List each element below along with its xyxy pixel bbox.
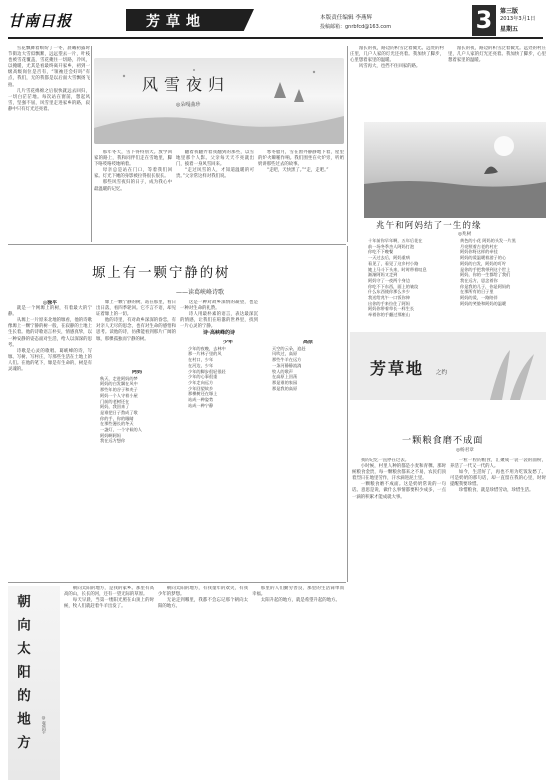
- poem-line: 阿妈你带着草长一样生长: [368, 306, 415, 312]
- fanghua-label: 芳草地: [370, 359, 425, 378]
- paragraph: 风雪再大，也挡不住回家的路。: [358, 64, 421, 70]
- snow-scene-icon: [94, 58, 344, 144]
- paragraph: 塬上一颗宁静的树，站在那里，看日出日落，看四季轮回。它不言不语，却见证着塬上的一切。: [96, 300, 176, 318]
- poem-line: 我在远方想你: [100, 438, 126, 444]
- paragraph: 小时候，村里人种的都是小麦和青稞。那时候粮食金贵，每一颗粮食都来之不易，农民们顶着烈日在地里劳作，汗水滴进泥土里。: [352, 464, 446, 482]
- sea-poem-a: [368, 238, 456, 324]
- paragraph: “走过风雪的人，才知道温暖的可贵。”父亲常这样对我们说。: [176, 168, 254, 180]
- poem-line: 阿妈守了一夜两个身边: [368, 277, 410, 283]
- poem-line: 我送给兆午一口饭你伸: [368, 295, 410, 301]
- grain-col-1: [352, 458, 446, 780]
- paragraph: 无论走到哪里，我都不会忘记那个朝向太阳的地方。: [158, 598, 248, 610]
- poem-line: 看见了，看见了这乡村小路: [368, 260, 419, 266]
- paragraph: 就是一个网塬上的树，有着最大的宁静。: [8, 306, 92, 318]
- poem-line: 在那些漫长的冬天: [100, 421, 134, 427]
- poem-line: 阿妈，你的一生都给了我们: [460, 272, 511, 278]
- fengxue-col-4: [258, 150, 344, 240]
- paragraph: 那里的人们勤劳善良，那里的生活简单而幸福。: [252, 586, 344, 598]
- vertical-author: ◎张浩宇: [41, 716, 46, 735]
- poem-line: 渐渐阿妈又走到: [368, 272, 398, 278]
- paragraph: 珍惜粮食，就是珍惜劳动，珍惜生活。: [458, 488, 534, 494]
- paragraph: 那年冬天，雪下得特别大。放学回家的路上，我和同伴们走在雪地里，脚下咯吱咯吱地响着。: [94, 150, 172, 168]
- poem-line: 阿妈的白发，阿妈的叮咛: [460, 260, 507, 266]
- column-divider: [347, 246, 348, 582]
- poem-line: 一盏灯，一个守候的人: [100, 427, 142, 433]
- section-rule: [8, 582, 346, 583]
- paragraph: 几片雪花绵绵之后很快就远去回归，一切白茫茫地。每次站在窗前，想起风雪，坚强不屈，风雪里走进家乡的路，寂静中只有灯光还亮着。: [8, 88, 90, 112]
- poem-line: 站成一种姿势: [188, 397, 214, 403]
- poem-line: 少年的脚步很轻很轻: [188, 368, 226, 374]
- tree-col-1: [8, 300, 92, 580]
- poem-youth: [188, 340, 268, 580]
- sea-poem-c: [460, 238, 546, 324]
- poem-line: 那些年的谷子和麦子: [100, 387, 138, 393]
- paragraph: 翻着我翻弄着我翻到的那些，以雪地里那个人影。父亲每天天不亮就出门，披着一身风雪回来。: [176, 150, 254, 168]
- poem-section-heading: 诗·高峡峰的诗: [203, 330, 235, 337]
- tree-subtitle: ——读葛峡峰诗歌: [176, 289, 225, 296]
- poem-line: 阿妈啊阿妈: [100, 432, 121, 438]
- header-rule: [8, 37, 543, 39]
- paragraph: 朝向太阳的地方，是我的家乡。那里有高高的山，长长的河，还有一望无际的草原。: [64, 586, 154, 598]
- column-divider: [91, 46, 92, 242]
- poem-line: 你的手，你的眼睛: [100, 415, 134, 421]
- paragraph: 寒冬腊月，雪在窗外静静地下着，屋里的炉火噼啪作响。我们围坐在火炉旁，听奶奶讲那些过去的故事。: [258, 150, 344, 168]
- poem-line: 前一场冬季杰人阿妈打泡: [368, 243, 415, 249]
- grain-col-2: [450, 458, 546, 780]
- grain-author: ◎杨君章: [456, 448, 474, 453]
- poem-line: 阿妈的笑脸和阿妈的温暖: [460, 300, 507, 306]
- fengxue-title: 风雪夜归: [142, 75, 231, 94]
- paragraph: 一粒一粒的粮食，汇聚成一袋一袋的面粉，养活了一代又一代的人。: [450, 458, 546, 470]
- email-line: 投稿邮箱：gnrbfcd@163.com: [320, 24, 392, 30]
- poem-line: 在高原上回荡: [272, 374, 298, 380]
- paragraph: 那些风雪夜归的日子，成为我心中最温暖的记忆。: [94, 180, 172, 192]
- paragraph: 漫长的夜，路边的积雪泛着微光。远处的村庄里，几户人家的灯光还亮着。我加快了脚步，心里想着家里的温暖。: [350, 46, 444, 64]
- poem-line: 那棵树还在塬上: [188, 391, 218, 397]
- poem-line: 阿妈一个人守着小屋: [100, 392, 138, 398]
- sea-poem-title: 兆午和阿妈结了一生的缘: [376, 221, 482, 231]
- poem-line: 月亮照着古老的村庄: [460, 243, 498, 249]
- fengxue-author: ◎朵嘎曲珍: [176, 102, 201, 108]
- seaside-scene-icon: [364, 122, 546, 218]
- poem-line: 阿妈的爱，一路陪伴: [460, 295, 498, 301]
- fengxue-col-3: [176, 150, 254, 240]
- section-title: 芳草地: [146, 14, 206, 30]
- poem-title: 阿妈: [131, 370, 142, 375]
- poem-mother: [100, 370, 174, 580]
- poem-line: 十年前你早年啊，五年后花在: [368, 238, 423, 243]
- poem-line: 牧人的歌声: [272, 368, 293, 374]
- paper-name: 甘南日报: [8, 12, 73, 30]
- poem-line: 我在远方，思念着你: [460, 277, 498, 283]
- sea-illustration: [364, 122, 546, 218]
- tree-title: 塬上有一颗宁静的树: [92, 266, 231, 281]
- poem-line: 天空的云朵，追赶: [272, 345, 306, 351]
- poem-line: 少年的夜晚，去林中: [188, 345, 226, 351]
- fengxue-col-2: [94, 150, 172, 240]
- poem-line: 你吃不下晚餐: [368, 249, 394, 255]
- poem-line: 黄色的小花 阿妈的头发一片黑: [460, 238, 516, 243]
- page-number: 3: [472, 5, 496, 36]
- poem-line: 那是我的高原: [272, 385, 298, 391]
- vertical-title: 朝向太阳的地方: [14, 594, 30, 759]
- grain-title: 一颗粮食磨不成面: [402, 435, 484, 446]
- poem-plateau: [272, 340, 344, 580]
- paragraph: 每天早晨，当第一缕阳光照在山顶上的时候，牧人们就赶着牛羊出发了。: [64, 598, 154, 610]
- poem-line: 在那所有的日子里: [460, 289, 494, 295]
- poem-line: 少年走向远方: [188, 379, 214, 385]
- poem-line: 那是谁的家园: [272, 379, 298, 385]
- paragraph: “走吧，天快黑了。”“走，走吧。”: [266, 168, 329, 174]
- paragraph: 诗人用最朴素的语言，表达最深沉的情感，让我们在喧嚣的世界里，找到一片心灵的宁静。: [180, 312, 258, 330]
- poem-line: 在河边，少年: [188, 362, 214, 368]
- poem-line: 阿妈的白发飘在风中: [100, 381, 138, 387]
- poem-line: 门前的老树还在: [100, 398, 130, 404]
- fanghua-sub-label: 之约: [436, 370, 448, 376]
- date: 2013年3月1日: [500, 16, 536, 22]
- fengxue-col-6: [448, 46, 546, 118]
- poem-line: 一天过去后，阿妈重病: [368, 255, 410, 261]
- poem-line: 牵着你的手翻过那座山: [368, 312, 410, 318]
- poem-title: 高原: [302, 340, 313, 345]
- poem-title: 少年: [222, 340, 233, 345]
- paragraph: 朝向太阳的地方，有我童年的欢笑，有我少年的梦想。: [158, 586, 248, 598]
- poem-line: 出你的手来拉住了阿妈: [368, 300, 410, 306]
- poem-line: 一条河静静流淌: [272, 362, 302, 368]
- paragraph: 母亲总是站在门口，等着我们回家。灯光下她的身影被拉得很长很长。: [94, 168, 172, 180]
- poem-line: 那一片林子里的风: [188, 351, 222, 357]
- fengxue-illustration: [94, 58, 344, 144]
- poem-line: 阿妈，我回来了: [100, 404, 130, 410]
- vertical-col-2: [158, 586, 248, 780]
- poem-line: 阿妈的爱温暖着游子的心: [460, 255, 507, 261]
- poem-line: 你是我的儿子，你是阿妈的: [460, 283, 511, 289]
- poem-line: 在村口，少年: [188, 357, 214, 363]
- poem-line: 少年的心事很重: [188, 374, 218, 380]
- paragraph: 一颗粮食磨不成面。这是奶奶常说的一句话。意思是说，做什么事情都要积少成多，一点一滴的积累才能成就大事。: [352, 482, 446, 500]
- tree-author: ◎徐平: [42, 300, 58, 306]
- edition: 第三版: [500, 8, 519, 15]
- poem-line: 站成一种宁静: [188, 402, 214, 408]
- paragraph: 我的记忆一直停在过去。: [360, 458, 410, 463]
- poem-line: 那些牛羊在远方: [272, 357, 302, 363]
- paragraph: 从塬上一片原来北地的塬看，他的诗歌像塬上一颗宁静的树一般，在寂静的土地上生长着。他的诗歌语言朴实，情感真挚，以一种安静的姿态面对生活，给人以深深的思考。: [8, 318, 92, 348]
- poem-line: 阿妈你呀这样的牵挂: [460, 249, 498, 255]
- section-rule: [8, 244, 346, 245]
- paragraph: 雪花飘舞着缤纷了一冬，晨曦初露时节街边大雪似飘絮，远远望去一片，叶枝也被雪花覆盖，雪花掩住一切路，冷风，以掩暖，尤其是看最终离开家乡，初到一级高级岗位是否有，“领袖还会好吗”有点，我们，无的我都是以后面大雪飘扬飞拍。: [8, 46, 90, 88]
- poem-line: 你吃不下东西，面上的皱纹: [368, 283, 419, 289]
- sea-poem-author: ◎兆树: [458, 232, 472, 237]
- paragraph: 太阳升起的地方，就是希望升起的地方。: [260, 598, 340, 604]
- paragraph: 这是一种对故乡深情的凝望，也是一种对生命的礼赞。: [180, 300, 258, 312]
- vertical-col-1: [64, 586, 154, 780]
- paragraph: 诗歌是心灵的歌唱。葛峡峰的诗，写塬、写树、写村庄，写那些生活在土地上的人们。在他的笔下，塬是有生命的，树是有灵魂的。: [8, 348, 92, 373]
- poem-line: 是谁把日子熬成了歌: [100, 409, 138, 415]
- weekday: 星期五: [500, 26, 519, 33]
- paragraph: 他的诗里，有对故乡深深的眷恋，有对亲人无尽的思念，也有对生命的感悟和思考。读他的诗，仿佛能看到那片广阔的塬，那棵孤独而宁静的树。: [96, 318, 176, 342]
- vertical-col-3: [252, 586, 344, 780]
- poem-line: 她上马斗下头来，时时带着叹息: [368, 266, 427, 272]
- poem-line: 是你的手把我带到这个世上: [460, 266, 511, 272]
- column-divider: [347, 46, 348, 242]
- poem-line: 风吹过，高原: [272, 351, 298, 357]
- poem-line: 什么东西使你那么多少: [368, 289, 410, 295]
- poem-line: 少年回望故乡: [188, 385, 214, 391]
- poem-line: 秋天，走进阿妈的梦: [100, 375, 138, 381]
- editor-line: 本版责任编辑 李燕辉: [320, 15, 373, 21]
- paragraph: 漫长的夜，路边的积雪泛着微光。远处的村庄里，几户人家的灯光还亮着。我加快了脚步，心里想着家里的温暖。: [448, 46, 546, 64]
- fengxue-col-1: [8, 46, 90, 240]
- paragraph: 如今，生活好了，再也不用为吃饭发愁了。可是奶奶的那句话，却一直留在我的心里，时时提醒我要珍惜。: [450, 470, 546, 488]
